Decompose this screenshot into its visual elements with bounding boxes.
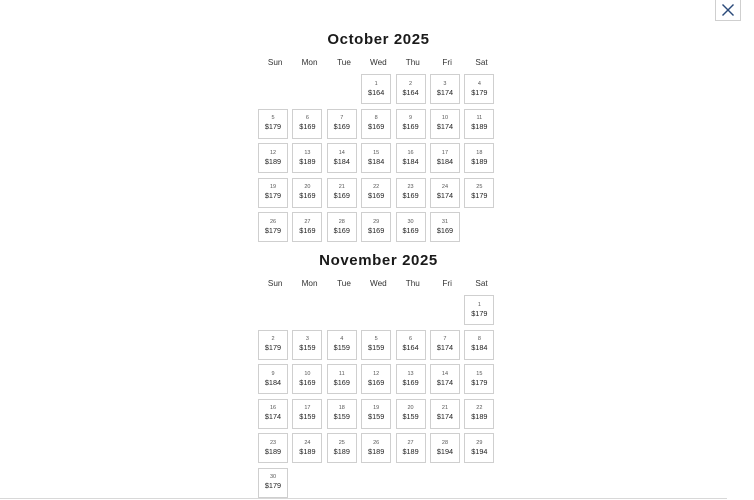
weekday-label: Sat xyxy=(475,58,488,67)
day-price: $169 xyxy=(333,225,350,235)
day-cell[interactable] xyxy=(430,143,460,173)
day-number: 24 xyxy=(304,439,311,446)
day-price: $159 xyxy=(299,412,316,422)
day-cell[interactable] xyxy=(396,74,426,104)
weekday-header xyxy=(258,58,499,70)
day-price: $179 xyxy=(264,191,282,201)
day-number: 26 xyxy=(269,218,277,225)
day-cell[interactable] xyxy=(430,74,460,104)
day-cell[interactable] xyxy=(464,109,494,139)
weekday-label: Sat xyxy=(475,279,488,288)
day-cell[interactable] xyxy=(327,399,357,429)
day-number: 7 xyxy=(340,115,344,122)
weekday-label: Sun xyxy=(267,58,283,67)
empty-cell xyxy=(258,295,288,325)
day-number: 24 xyxy=(441,184,449,191)
day-cell[interactable] xyxy=(464,433,494,463)
day-price: $189 xyxy=(333,446,350,456)
day-price: $159 xyxy=(402,412,419,422)
day-price: $169 xyxy=(368,377,385,387)
day-cell[interactable] xyxy=(258,364,288,394)
day-cell[interactable] xyxy=(430,212,460,242)
day-price: $174 xyxy=(436,87,454,97)
day-number: 12 xyxy=(373,370,380,377)
month-november xyxy=(258,251,499,498)
day-cell[interactable] xyxy=(327,433,357,463)
empty-cell xyxy=(361,295,391,325)
weekday-label: Mon xyxy=(301,279,318,288)
weekday-label: Mon xyxy=(301,58,318,67)
day-price: $189 xyxy=(264,156,282,166)
day-cell[interactable] xyxy=(430,330,460,360)
weekday-label: Thu xyxy=(405,279,420,288)
day-number: 9 xyxy=(271,370,275,377)
day-price: $169 xyxy=(402,191,419,201)
day-cell[interactable] xyxy=(292,330,322,360)
day-number: 10 xyxy=(304,370,311,377)
day-cell[interactable] xyxy=(464,399,494,429)
day-number: 14 xyxy=(338,149,345,156)
day-price: $189 xyxy=(402,446,419,456)
weekday-header xyxy=(258,279,499,291)
day-number: 28 xyxy=(338,218,345,225)
day-cell[interactable] xyxy=(361,143,391,173)
day-number: 23 xyxy=(269,439,277,446)
divider xyxy=(0,498,727,499)
day-number: 25 xyxy=(338,439,345,446)
day-price: $159 xyxy=(368,343,385,353)
day-price: $189 xyxy=(264,446,282,456)
day-number: 2 xyxy=(409,80,413,87)
weekday-label: Fri xyxy=(442,279,452,288)
day-cell[interactable] xyxy=(327,143,357,173)
empty-cell xyxy=(327,74,357,104)
day-number: 5 xyxy=(374,336,378,343)
weekday-label: Tue xyxy=(337,279,351,288)
day-price: $184 xyxy=(333,156,350,166)
close-button[interactable] xyxy=(715,0,741,21)
day-price: $189 xyxy=(471,122,488,132)
day-cell[interactable] xyxy=(464,178,494,208)
day-cell[interactable] xyxy=(361,109,391,139)
day-number: 27 xyxy=(407,439,414,446)
day-number: 17 xyxy=(304,405,311,412)
empty-cell xyxy=(292,74,322,104)
day-cell[interactable] xyxy=(396,364,426,394)
day-number: 31 xyxy=(441,218,449,225)
day-cell[interactable] xyxy=(258,109,288,139)
day-cell[interactable] xyxy=(327,212,357,242)
weekday-label: Sun xyxy=(267,279,283,288)
day-grid xyxy=(258,74,499,242)
day-cell[interactable] xyxy=(430,364,460,394)
day-price: $189 xyxy=(299,156,316,166)
day-cell[interactable] xyxy=(258,143,288,173)
day-cell[interactable] xyxy=(361,433,391,463)
day-price: $169 xyxy=(299,191,316,201)
day-price: $189 xyxy=(471,156,488,166)
day-cell[interactable] xyxy=(361,364,391,394)
day-price: $179 xyxy=(264,481,282,491)
day-price: $169 xyxy=(299,377,316,387)
day-cell[interactable] xyxy=(258,178,288,208)
day-number: 22 xyxy=(373,184,380,191)
day-price: $184 xyxy=(368,156,385,166)
day-cell[interactable] xyxy=(464,295,494,325)
day-price: $159 xyxy=(333,412,350,422)
weekday-label: Tue xyxy=(337,58,351,67)
day-cell[interactable] xyxy=(361,212,391,242)
day-price: $169 xyxy=(368,122,385,132)
day-price: $159 xyxy=(299,343,316,353)
day-cell[interactable] xyxy=(396,433,426,463)
day-price: $189 xyxy=(471,412,488,422)
day-cell[interactable] xyxy=(327,109,357,139)
day-number: 6 xyxy=(305,115,309,122)
day-cell[interactable] xyxy=(327,178,357,208)
day-number: 20 xyxy=(304,184,311,191)
day-number: 29 xyxy=(373,218,380,225)
day-cell[interactable] xyxy=(292,212,322,242)
day-number: 17 xyxy=(441,149,449,156)
day-price: $174 xyxy=(436,412,454,422)
day-price: $159 xyxy=(368,412,385,422)
day-price: $179 xyxy=(264,225,282,235)
month-october xyxy=(258,30,499,242)
day-price: $169 xyxy=(333,377,350,387)
day-cell[interactable] xyxy=(361,399,391,429)
month-title: November 2025 xyxy=(319,252,438,269)
day-cell[interactable] xyxy=(396,109,426,139)
empty-cell xyxy=(396,295,426,325)
day-cell[interactable] xyxy=(430,433,460,463)
day-cell[interactable] xyxy=(430,399,460,429)
day-number: 10 xyxy=(441,115,449,122)
day-cell[interactable] xyxy=(327,364,357,394)
day-price: $184 xyxy=(471,343,488,353)
day-number: 11 xyxy=(338,370,345,377)
day-price: $164 xyxy=(368,87,385,97)
day-number: 13 xyxy=(304,149,311,156)
day-number: 8 xyxy=(477,336,481,343)
day-price: $174 xyxy=(436,191,454,201)
day-number: 3 xyxy=(443,80,447,87)
day-number: 27 xyxy=(304,218,311,225)
day-cell[interactable] xyxy=(258,330,288,360)
day-cell[interactable] xyxy=(361,74,391,104)
day-number: 9 xyxy=(409,115,413,122)
day-price: $169 xyxy=(333,191,350,201)
empty-cell xyxy=(327,295,357,325)
day-number: 28 xyxy=(441,439,449,446)
day-number: 6 xyxy=(409,336,413,343)
day-number: 1 xyxy=(374,80,378,87)
day-cell[interactable] xyxy=(361,330,391,360)
day-number: 18 xyxy=(338,405,345,412)
day-number: 20 xyxy=(407,405,414,412)
day-number: 14 xyxy=(441,370,449,377)
day-number: 26 xyxy=(373,439,380,446)
day-number: 30 xyxy=(269,474,277,481)
day-price: $179 xyxy=(264,122,282,132)
day-number: 25 xyxy=(476,184,483,191)
empty-cell xyxy=(258,74,288,104)
day-number: 7 xyxy=(443,336,447,343)
day-number: 3 xyxy=(305,336,309,343)
day-grid xyxy=(258,295,499,498)
day-number: 19 xyxy=(269,184,277,191)
day-price: $169 xyxy=(368,191,385,201)
day-cell[interactable] xyxy=(464,143,494,173)
day-price: $169 xyxy=(402,377,419,387)
day-price: $169 xyxy=(402,225,419,235)
day-cell[interactable] xyxy=(396,212,426,242)
day-price: $179 xyxy=(471,87,488,97)
day-price: $174 xyxy=(436,343,454,353)
day-number: 21 xyxy=(441,405,449,412)
day-number: 2 xyxy=(271,336,275,343)
day-price: $164 xyxy=(402,343,419,353)
day-number: 16 xyxy=(407,149,414,156)
day-price: $179 xyxy=(471,377,488,387)
day-cell[interactable] xyxy=(464,364,494,394)
day-number: 21 xyxy=(338,184,345,191)
day-number: 18 xyxy=(476,149,483,156)
day-number: 19 xyxy=(373,405,380,412)
day-number: 1 xyxy=(477,301,481,308)
weekday-label: Fri xyxy=(442,58,452,67)
day-cell[interactable] xyxy=(396,178,426,208)
day-number: 8 xyxy=(374,115,378,122)
day-cell[interactable] xyxy=(292,178,322,208)
day-number: 13 xyxy=(407,370,414,377)
day-price: $169 xyxy=(368,225,385,235)
day-cell[interactable] xyxy=(258,212,288,242)
day-cell[interactable] xyxy=(292,109,322,139)
day-price: $179 xyxy=(471,308,488,318)
day-price: $184 xyxy=(402,156,419,166)
day-price: $169 xyxy=(402,122,419,132)
day-price: $194 xyxy=(471,446,488,456)
day-cell[interactable] xyxy=(396,330,426,360)
day-price: $164 xyxy=(402,87,419,97)
day-price: $174 xyxy=(264,412,282,422)
day-price: $174 xyxy=(436,377,454,387)
day-price: $169 xyxy=(299,122,316,132)
day-price: $169 xyxy=(333,122,350,132)
day-cell[interactable] xyxy=(361,178,391,208)
day-number: 15 xyxy=(476,370,483,377)
day-number: 12 xyxy=(269,149,277,156)
day-price: $184 xyxy=(436,156,454,166)
day-number: 22 xyxy=(476,405,483,412)
day-cell[interactable] xyxy=(464,74,494,104)
month-title: October 2025 xyxy=(327,31,430,48)
day-price: $169 xyxy=(299,225,316,235)
day-cell[interactable] xyxy=(292,364,322,394)
day-number: 4 xyxy=(477,80,481,87)
weekday-label: Thu xyxy=(405,58,420,67)
day-cell[interactable] xyxy=(430,178,460,208)
day-cell[interactable] xyxy=(258,399,288,429)
day-cell[interactable] xyxy=(292,399,322,429)
day-cell[interactable] xyxy=(464,330,494,360)
day-price: $159 xyxy=(333,343,350,353)
weekday-label: Wed xyxy=(370,279,387,288)
day-cell[interactable] xyxy=(396,399,426,429)
day-number: 4 xyxy=(340,336,344,343)
day-price: $179 xyxy=(471,191,488,201)
day-price: $169 xyxy=(436,225,454,235)
day-cell[interactable] xyxy=(258,433,288,463)
day-number: 29 xyxy=(476,439,483,446)
day-number: 23 xyxy=(407,184,414,191)
day-price: $174 xyxy=(436,122,454,132)
day-number: 30 xyxy=(407,218,414,225)
day-cell[interactable] xyxy=(430,109,460,139)
day-cell[interactable] xyxy=(292,143,322,173)
close-icon xyxy=(721,3,735,17)
empty-cell xyxy=(430,295,460,325)
empty-cell xyxy=(292,295,322,325)
day-price: $184 xyxy=(264,377,282,387)
day-price: $179 xyxy=(264,343,282,353)
day-cell[interactable] xyxy=(396,143,426,173)
day-cell[interactable] xyxy=(292,433,322,463)
day-price: $189 xyxy=(299,446,316,456)
day-number: 11 xyxy=(476,115,483,122)
day-cell[interactable] xyxy=(258,468,288,498)
day-number: 15 xyxy=(373,149,380,156)
weekday-label: Wed xyxy=(370,58,387,67)
day-price: $194 xyxy=(436,446,454,456)
day-number: 5 xyxy=(271,115,275,122)
day-number: 16 xyxy=(269,405,277,412)
day-cell[interactable] xyxy=(327,330,357,360)
day-price: $189 xyxy=(368,446,385,456)
